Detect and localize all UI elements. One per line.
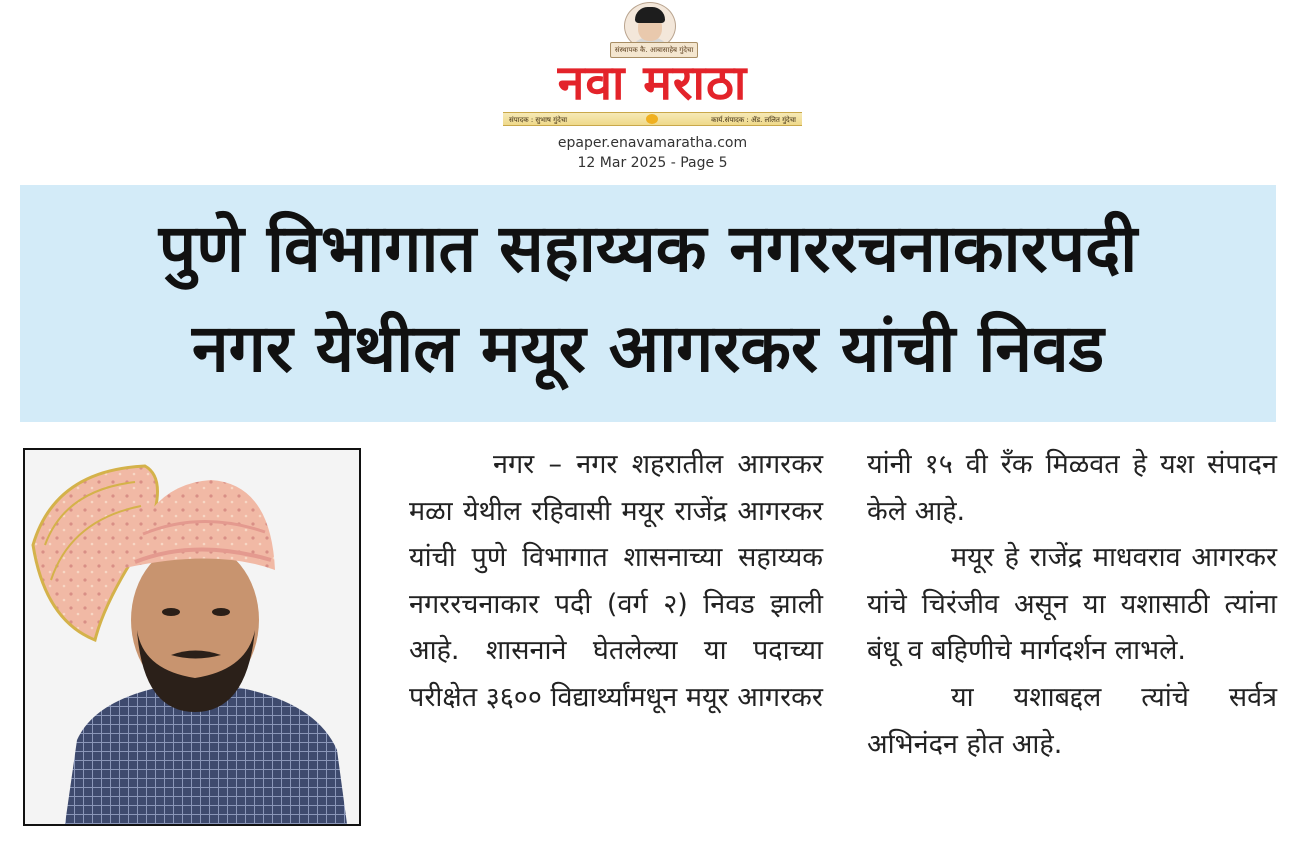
headline-line-2: नगर येथील मयूर आगरकर यांची निवड [191, 310, 1105, 387]
masthead [500, 0, 805, 180]
issue-date: 12 Mar 2025 - Page 5 [577, 155, 728, 171]
sun-emblem-icon [646, 114, 658, 124]
headline-line-1: पुणे विभागात सहाय्यक नगररचनाकारपदी [158, 210, 1138, 287]
article-column-2 [867, 442, 1277, 768]
article-paragraph: या यशाबद्दल त्यांचे सर्वत्र अभिनंदन होत आहे. [867, 681, 1277, 760]
article-paragraph: नगर – नगर शहरातील आगरकर मळा येथील रहिवासी मयूर राजेंद्र आगरकर यांची पुणे विभागात शासनाच्या सहाय्यक नगररचनाकार पदी (वर्ग २) निवड झाली आहे. शासनाने घेतलेल्या या पदाच्या परीक्षेत ३६०० विद्यार्थ्यांमधून मयूर आगरकर [409, 449, 823, 713]
article-column-1 [409, 442, 823, 722]
headline-box [20, 185, 1276, 422]
executive-editor-name: कार्य.संपादक : ॲड. ललित गुंदेचा [711, 116, 796, 124]
newspaper-logo: नवा मराठा [557, 55, 748, 111]
editor-name: संपादक : सुभाष गुंदेचा [509, 116, 568, 124]
site-url[interactable]: epaper.enavamaratha.com [557, 135, 748, 151]
article-paragraph: मयूर हे राजेंद्र माधवराव आगरकर यांचे चिरंजीव असून या यशासाठी त्यांना बंधू व बहिणीचे मार्गदर्शन लाभले. [867, 542, 1277, 667]
article-paragraph: यांनी १५ वी रँक मिळवत हे यश संपादन केले आहे. [867, 449, 1277, 527]
article-photo [23, 448, 361, 826]
founder-caption: संस्थापक कै. आबासाहेब गुंदेचा [610, 42, 698, 58]
